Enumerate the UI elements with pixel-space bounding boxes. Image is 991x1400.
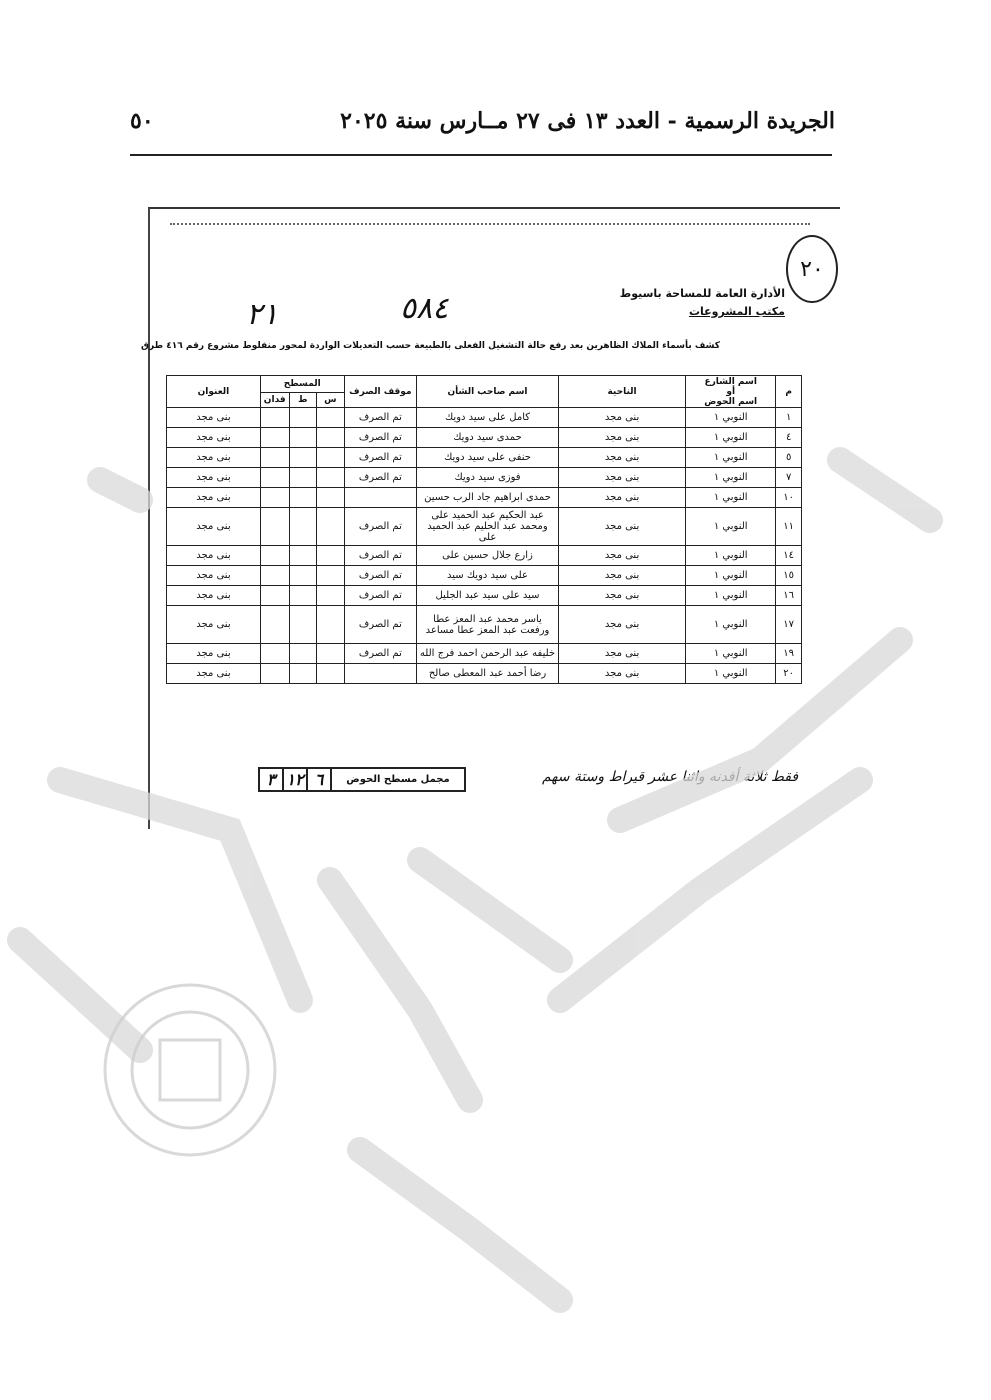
cell-address: بنى مجد bbox=[167, 508, 261, 546]
cell-area-s bbox=[316, 546, 344, 566]
cell-area-s bbox=[316, 488, 344, 508]
cell-area-f bbox=[260, 566, 289, 586]
cell-address: بنى مجد bbox=[167, 448, 261, 468]
cell-owner: عبد الحكيم عبد الحميد على ومحمد عبد الحليم عبد الحميد على bbox=[417, 508, 559, 546]
table-row bbox=[167, 448, 802, 468]
cell-area-s bbox=[316, 508, 344, 546]
header-rule bbox=[130, 154, 832, 156]
handwritten-total-note: فقط ثلاثة أفدنه واثنا عشر قيراط وستة سهم bbox=[542, 769, 799, 785]
cell-area-t bbox=[289, 664, 316, 684]
cell-basin: النوبي ١ bbox=[686, 488, 776, 508]
cell-district: بنى مجد bbox=[558, 586, 685, 606]
cell-district: بنى مجد bbox=[558, 448, 685, 468]
cell-address: بنى مجد bbox=[167, 664, 261, 684]
cell-address: بنى مجد bbox=[167, 408, 261, 428]
cell-area-t bbox=[289, 606, 316, 644]
cell-area-t bbox=[289, 644, 316, 664]
cell-basin: النوبي ١ bbox=[686, 644, 776, 664]
cell-area-t bbox=[289, 546, 316, 566]
cell-district: بنى مجد bbox=[558, 508, 685, 546]
cell-basin: النوبي ١ bbox=[686, 468, 776, 488]
watermark-stroke bbox=[330, 880, 470, 1100]
table-row bbox=[167, 586, 802, 606]
cell-area-s bbox=[316, 468, 344, 488]
cell-area-t bbox=[289, 408, 316, 428]
cell-area-f bbox=[260, 508, 289, 546]
cell-district: بنى مجد bbox=[558, 408, 685, 428]
cell-drain: تم الصرف bbox=[344, 606, 416, 644]
cell-drain: تم الصرف bbox=[344, 448, 416, 468]
gazette-header bbox=[130, 108, 835, 134]
col-area-f: فدان bbox=[260, 393, 289, 408]
table-row bbox=[167, 566, 802, 586]
cell-area-s bbox=[316, 586, 344, 606]
table-row bbox=[167, 488, 802, 508]
cell-drain bbox=[344, 664, 416, 684]
summary-label: مجمل مسطح الحوض bbox=[331, 768, 465, 791]
cell-num: ١٤ bbox=[776, 546, 802, 566]
cell-basin: النوبي ١ bbox=[686, 448, 776, 468]
cell-basin: النوبي ١ bbox=[686, 546, 776, 566]
cell-drain: تم الصرف bbox=[344, 468, 416, 488]
cell-num: ١٧ bbox=[776, 606, 802, 644]
col-basin-line3: اسم الحوض bbox=[704, 396, 758, 407]
cell-area-t bbox=[289, 488, 316, 508]
watermark-stroke bbox=[420, 860, 560, 960]
col-address: العنوان bbox=[167, 376, 261, 408]
watermark-stroke bbox=[360, 1150, 560, 1300]
table-row bbox=[167, 508, 802, 546]
cell-num: ١٠ bbox=[776, 488, 802, 508]
cell-num: ٢٠ bbox=[776, 664, 802, 684]
cell-num: ١٦ bbox=[776, 586, 802, 606]
col-area-t: ط bbox=[289, 393, 316, 408]
col-num: م bbox=[776, 376, 802, 408]
cell-owner: على سيد دويك سيد bbox=[417, 566, 559, 586]
cell-owner: سيد على سيد عبد الجليل bbox=[417, 586, 559, 606]
cell-drain: تم الصرف bbox=[344, 408, 416, 428]
cell-district: بنى مجد bbox=[558, 644, 685, 664]
office-block bbox=[620, 285, 785, 321]
table-row bbox=[167, 546, 802, 566]
col-area: المسطح bbox=[260, 376, 344, 393]
cell-district: بنى مجد bbox=[558, 664, 685, 684]
cell-num: ٤ bbox=[776, 428, 802, 448]
cell-area-f bbox=[260, 408, 289, 428]
cell-drain: تم الصرف bbox=[344, 508, 416, 546]
table-row bbox=[167, 468, 802, 488]
cell-area-s bbox=[316, 448, 344, 468]
summary-sahm: ٦ bbox=[307, 768, 331, 791]
cell-area-t bbox=[289, 508, 316, 546]
cell-owner: خليفه عبد الرحمن احمد فرج الله bbox=[417, 644, 559, 664]
cell-owner: ياسر محمد عبد المعز عطا ورفعت عبد المعز عطا مساعد bbox=[417, 606, 559, 644]
cell-basin: النوبي ١ bbox=[686, 428, 776, 448]
cell-area-t bbox=[289, 566, 316, 586]
scanned-document bbox=[141, 207, 840, 829]
cell-area-f bbox=[260, 448, 289, 468]
col-owner: اسم صاحب الشأن bbox=[417, 376, 559, 408]
cell-area-t bbox=[289, 428, 316, 448]
cell-area-f bbox=[260, 644, 289, 664]
cell-area-t bbox=[289, 448, 316, 468]
cell-num: ٧ bbox=[776, 468, 802, 488]
cell-owner: حمدى سيد دويك bbox=[417, 428, 559, 448]
cell-address: بنى مجد bbox=[167, 586, 261, 606]
col-basin-line2: أو bbox=[726, 386, 736, 397]
cell-address: بنى مجد bbox=[167, 468, 261, 488]
office-sub: مكتب المشروعات bbox=[688, 305, 785, 318]
cell-basin: النوبي ١ bbox=[686, 586, 776, 606]
cell-drain: تم الصرف bbox=[344, 644, 416, 664]
table-row bbox=[167, 428, 802, 448]
cell-area-s bbox=[316, 644, 344, 664]
table-row bbox=[167, 664, 802, 684]
cell-owner: حمدى ابراهيم جاد الرب حسين bbox=[417, 488, 559, 508]
cell-basin: النوبي ١ bbox=[686, 408, 776, 428]
cell-address: بنى مجد bbox=[167, 566, 261, 586]
cell-area-f bbox=[260, 428, 289, 448]
table-row bbox=[167, 606, 802, 644]
ministry-seal bbox=[105, 985, 275, 1155]
summary-qirat: ١٢ bbox=[283, 768, 307, 791]
gazette-title: الجريدة الرسمية - العدد ١٣ فى ٢٧ مــارس سنة ٢٠٢٥ bbox=[340, 108, 835, 134]
cell-basin: النوبي ١ bbox=[686, 566, 776, 586]
cell-owner: كامل على سيد دويك bbox=[417, 408, 559, 428]
cell-drain: تم الصرف bbox=[344, 566, 416, 586]
cell-owner: حنفى على سيد دويك bbox=[417, 448, 559, 468]
cell-address: بنى مجد bbox=[167, 546, 261, 566]
cell-district: بنى مجد bbox=[558, 606, 685, 644]
handwritten-number-1: ٥٨٤ bbox=[400, 291, 449, 326]
cell-address: بنى مجد bbox=[167, 488, 261, 508]
cell-num: ٥ bbox=[776, 448, 802, 468]
cell-area-f bbox=[260, 546, 289, 566]
office-name: الأدارة العامة للمساحة باسيوط bbox=[619, 287, 785, 300]
area-summary bbox=[258, 767, 466, 792]
watermark-stroke bbox=[20, 940, 140, 1050]
col-drain: موقف الصرف bbox=[344, 376, 416, 408]
cell-num: ١١ bbox=[776, 508, 802, 546]
cell-address: بنى مجد bbox=[167, 428, 261, 448]
page-number: ٥٠ bbox=[130, 108, 154, 134]
cell-owner: زارع جلال حسين على bbox=[417, 546, 559, 566]
cell-area-s bbox=[316, 566, 344, 586]
cell-drain: تم الصرف bbox=[344, 428, 416, 448]
cell-area-s bbox=[316, 606, 344, 644]
circled-number: ٢٠ bbox=[786, 235, 838, 303]
cell-district: بنى مجد bbox=[558, 488, 685, 508]
col-district: الناحية bbox=[558, 376, 685, 408]
cell-num: ١ bbox=[776, 408, 802, 428]
cell-area-t bbox=[289, 468, 316, 488]
cell-area-s bbox=[316, 408, 344, 428]
cell-drain bbox=[344, 488, 416, 508]
cell-area-f bbox=[260, 664, 289, 684]
cell-num: ١٥ bbox=[776, 566, 802, 586]
cell-area-f bbox=[260, 468, 289, 488]
cell-district: بنى مجد bbox=[558, 428, 685, 448]
cell-district: بنى مجد bbox=[558, 566, 685, 586]
owners-table bbox=[166, 375, 802, 684]
cell-area-f bbox=[260, 606, 289, 644]
cell-drain: تم الصرف bbox=[344, 586, 416, 606]
cell-drain: تم الصرف bbox=[344, 546, 416, 566]
cell-district: بنى مجد bbox=[558, 468, 685, 488]
statement-title: كشف بأسماء الملاك الظاهرين بعد رفع حالة التشغيل الفعلى بالطبيعة حسب التعديلات الواردة لمحور منفلوط مشروع رقم ٤١٦ طرق bbox=[141, 341, 720, 351]
watermark-stroke bbox=[840, 460, 930, 520]
cell-address: بنى مجد bbox=[167, 644, 261, 664]
cell-owner: رضا أحمد عبد المعطى صالح bbox=[417, 664, 559, 684]
col-area-s: س bbox=[316, 393, 344, 408]
cell-area-s bbox=[316, 428, 344, 448]
scan-noise bbox=[170, 223, 810, 231]
cell-owner: فوزى سيد دويك bbox=[417, 468, 559, 488]
cell-basin: النوبي ١ bbox=[686, 664, 776, 684]
cell-basin: النوبي ١ bbox=[686, 606, 776, 644]
cell-num: ١٩ bbox=[776, 644, 802, 664]
owners-table-body bbox=[167, 408, 802, 684]
col-basin bbox=[686, 376, 776, 408]
watermark-stroke bbox=[100, 480, 140, 500]
col-basin-line1: اسم الشارع bbox=[704, 376, 757, 387]
summary-feddan: ٣ bbox=[259, 768, 283, 791]
cell-district: بنى مجد bbox=[558, 546, 685, 566]
table-row bbox=[167, 408, 802, 428]
cell-area-f bbox=[260, 488, 289, 508]
cell-basin: النوبي ١ bbox=[686, 508, 776, 546]
cell-area-s bbox=[316, 664, 344, 684]
cell-area-f bbox=[260, 586, 289, 606]
cell-area-t bbox=[289, 586, 316, 606]
handwritten-number-2: ٢١ bbox=[246, 297, 279, 332]
table-row bbox=[167, 644, 802, 664]
cell-address: بنى مجد bbox=[167, 606, 261, 644]
